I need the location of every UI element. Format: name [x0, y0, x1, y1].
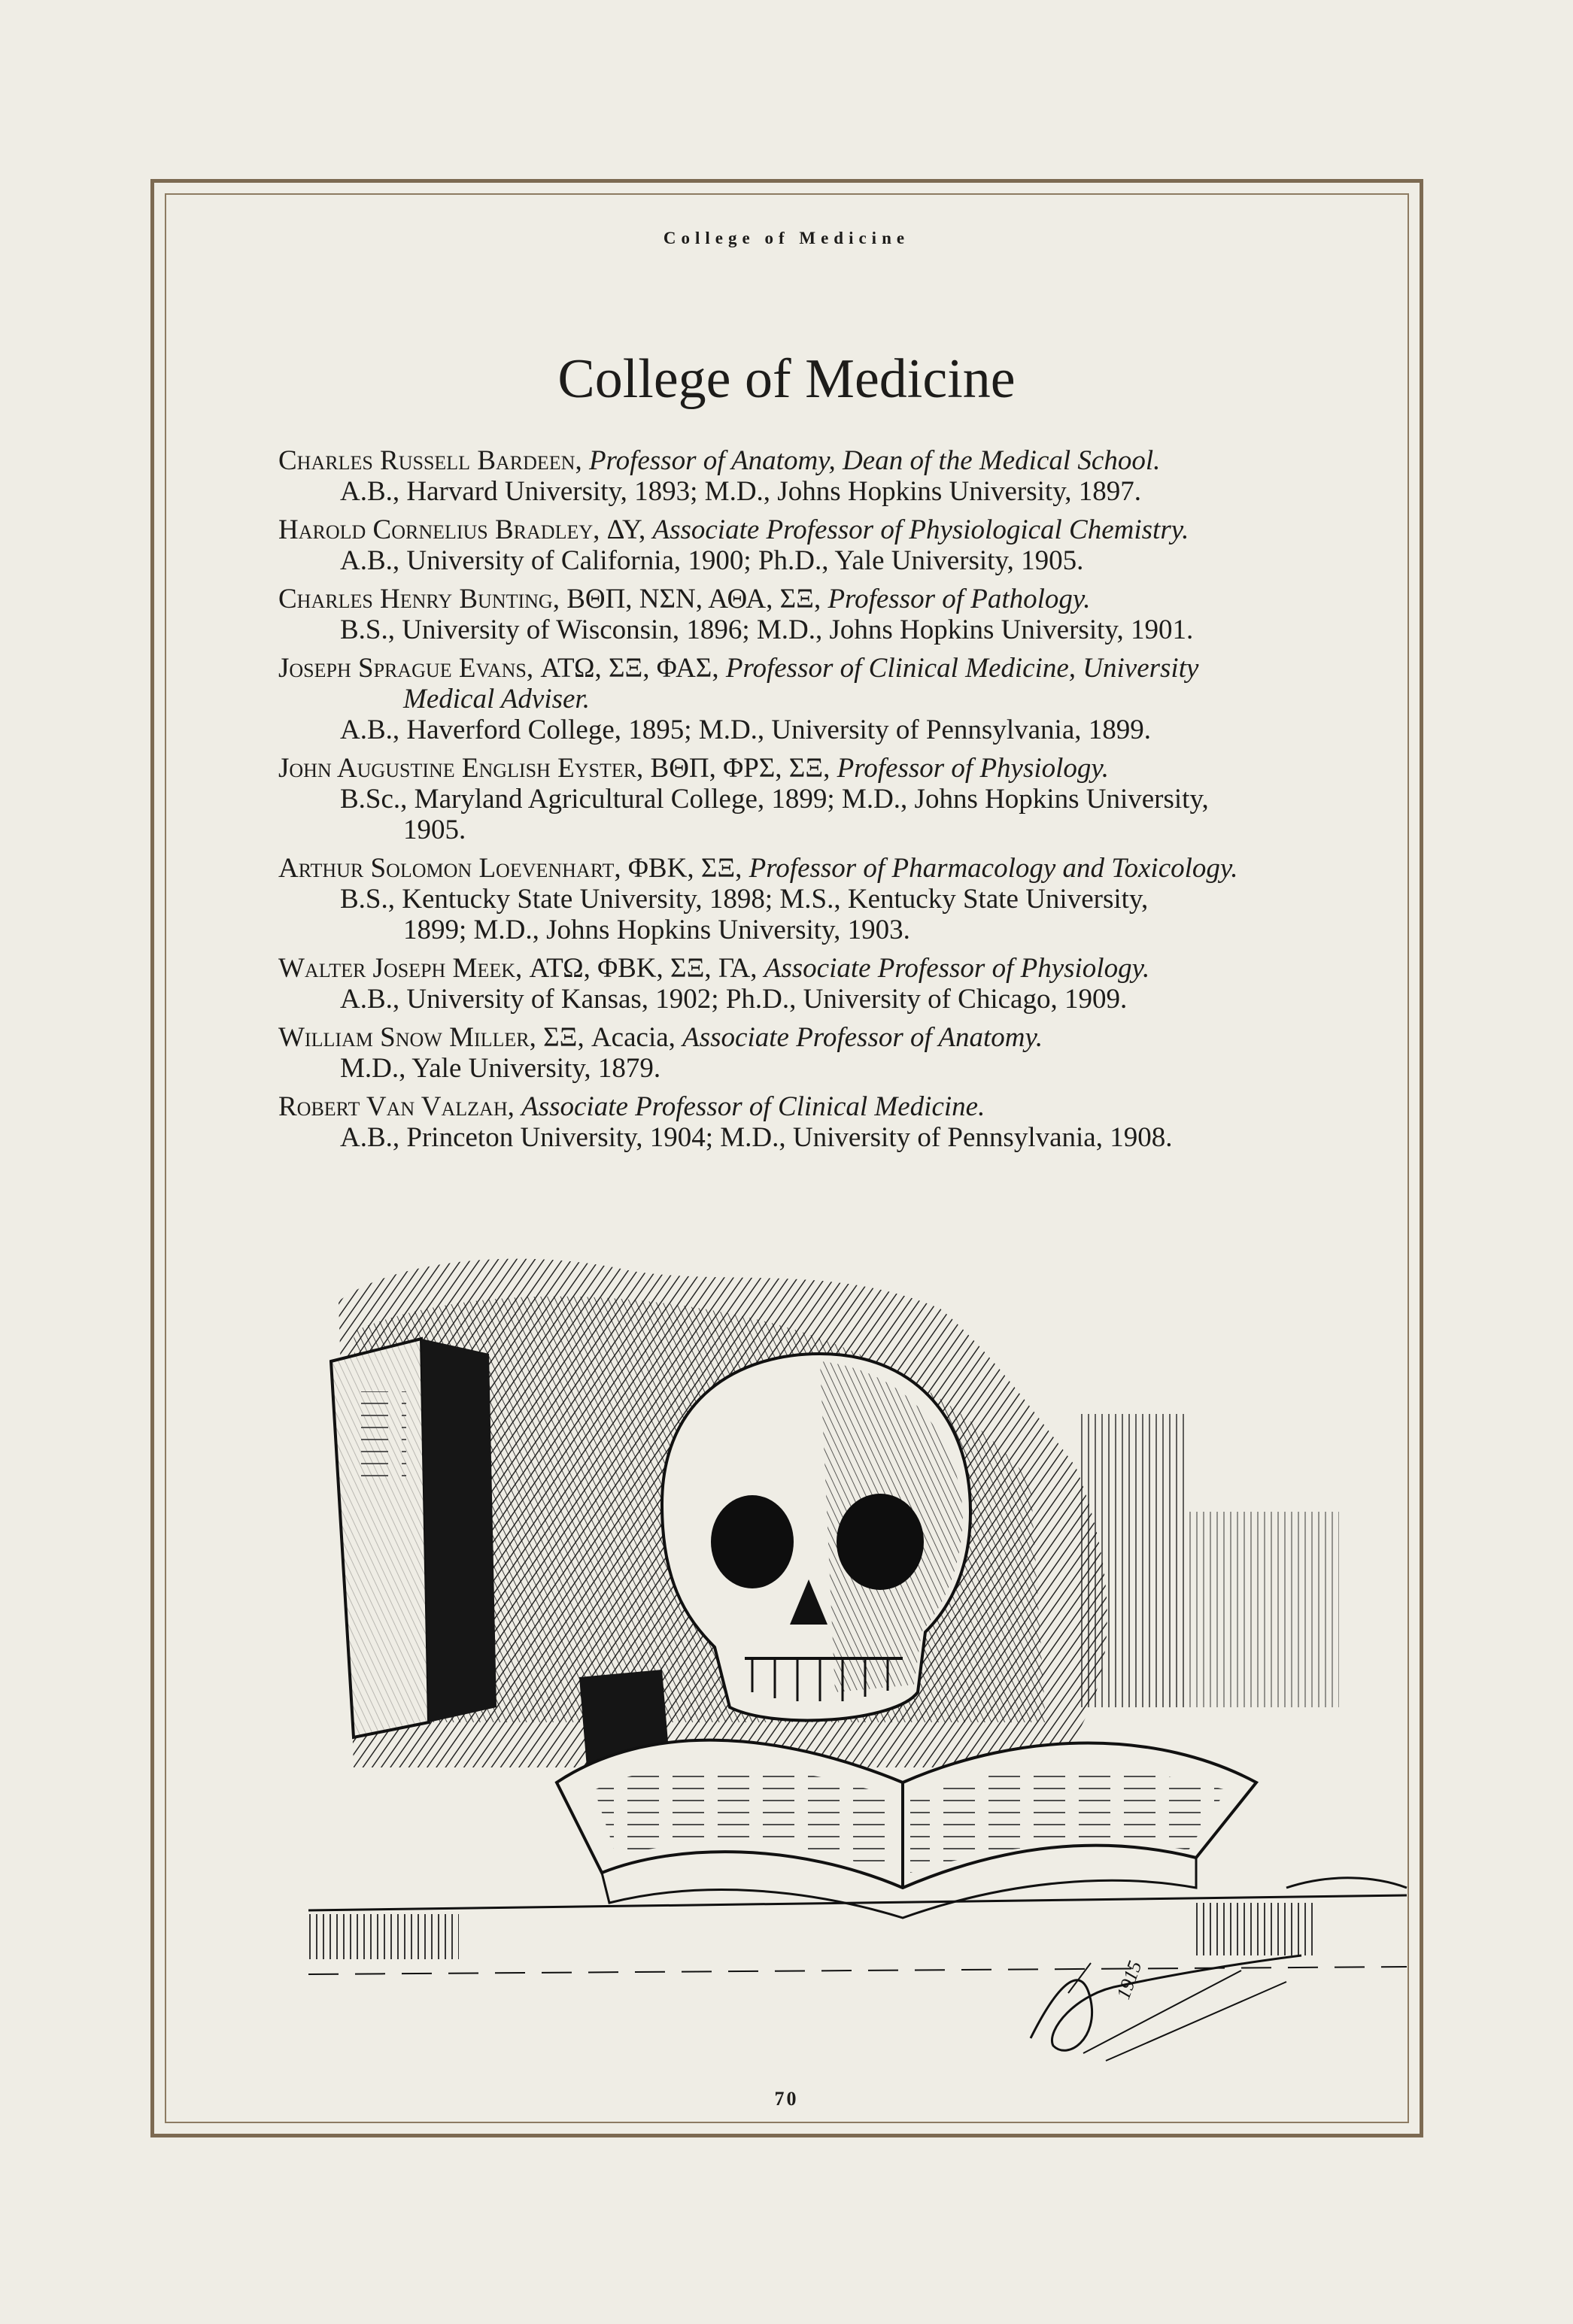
faculty-title: Professor of Anatomy, Dean of the Medical School. [588, 445, 1161, 476]
faculty-entry [278, 653, 1407, 745]
degrees: B.Sc., Maryland Agricultural College, 1899; M.D., Johns Hopkins University, [340, 784, 1209, 815]
affiliations: , ΑΤΩ, ΣΞ, ΦΑΣ, [526, 653, 726, 684]
faculty-name: Charles Henry Bunting [278, 584, 553, 614]
faculty-title: Professor of Clinical Medicine, University [725, 653, 1199, 684]
faculty-entry [278, 1091, 1407, 1153]
faculty-title: Professor of Physiology. [837, 753, 1110, 784]
affiliations: , [507, 1091, 522, 1122]
affiliations: , ΦΒΚ, ΣΞ, [614, 853, 749, 884]
faculty-entry [278, 753, 1407, 845]
faculty-name: William Snow Miller [278, 1022, 530, 1053]
degrees-continued: 1899; M.D., Johns Hopkins University, 1903. [403, 915, 910, 945]
faculty-entry [278, 953, 1407, 1015]
faculty-title: Professor of Pharmacology and Toxicology. [749, 853, 1238, 884]
faculty-title: Associate Professor of Clinical Medicine. [521, 1091, 985, 1122]
faculty-title: Professor of Pathology. [827, 584, 1091, 614]
degrees: B.S., University of Wisconsin, 1896; M.D., Johns Hopkins University, 1901. [340, 614, 1194, 645]
faculty-name: Robert Van Valzah [278, 1091, 508, 1122]
faculty-name: Joseph Sprague Evans [278, 653, 527, 684]
faculty-title: Associate Professor of Physiology. [764, 953, 1150, 984]
faculty-name: Walter Joseph Meek [278, 953, 515, 984]
faculty-entry [278, 584, 1407, 645]
degrees: A.B., Harvard University, 1893; M.D., Johns Hopkins University, 1897. [340, 476, 1142, 507]
table-edge-drawing [308, 1878, 1407, 1974]
faculty-name: John Augustine English Eyster [278, 753, 637, 784]
affiliations: , ΑΤΩ, ΦΒΚ, ΣΞ, ΓΑ, [515, 953, 764, 984]
artist-signature [1031, 1955, 1301, 2061]
faculty-list [278, 445, 1407, 1160]
faculty-entry [278, 445, 1407, 507]
skull-and-books-illustration [308, 1241, 1414, 2091]
degrees: A.B., Haverford College, 1895; M.D., University of Pennsylvania, 1899. [340, 714, 1151, 745]
degrees: M.D., Yale University, 1879. [340, 1053, 661, 1084]
faculty-name: Charles Russell Bardeen [278, 445, 575, 476]
degrees: B.S., Kentucky State University, 1898; M.S., Kentucky State University, [340, 884, 1149, 915]
faculty-title: Associate Professor of Anatomy. [682, 1022, 1043, 1053]
faculty-name: Harold Cornelius Bradley [278, 514, 594, 545]
affiliations: , ΔΥ, [593, 514, 653, 545]
faculty-title-continued: Medical Adviser. [403, 684, 590, 714]
page-title: College of Medicine [557, 348, 1016, 410]
degrees: A.B., University of California, 1900; Ph.D., Yale University, 1905. [340, 545, 1084, 576]
faculty-entry [278, 1022, 1407, 1084]
faculty-name: Arthur Solomon Loevenhart [278, 853, 615, 884]
degrees: A.B., Princeton University, 1904; M.D., University of Pennsylvania, 1908. [340, 1122, 1173, 1153]
degrees-continued: 1905. [403, 815, 466, 845]
faculty-entry [278, 853, 1407, 945]
degrees: A.B., University of Kansas, 1902; Ph.D., University of Chicago, 1909. [340, 984, 1128, 1015]
page-number: 70 [774, 2088, 799, 2110]
signature-year: 1915 [1112, 1958, 1146, 2003]
affiliations: , ΒΘΠ, ΝΣΝ, ΑΘΑ, ΣΞ, [552, 584, 828, 614]
faculty-entry [278, 514, 1407, 576]
affiliations: , ΣΞ, Acacia, [529, 1022, 683, 1053]
affiliations: , [575, 445, 589, 476]
affiliations: , ΒΘΠ, ΦΡΣ, ΣΞ, [636, 753, 837, 784]
standing-book-drawing [331, 1339, 496, 1737]
faculty-title: Associate Professor of Physiological Chemistry. [652, 514, 1189, 545]
running-head: College of Medicine [663, 229, 910, 247]
